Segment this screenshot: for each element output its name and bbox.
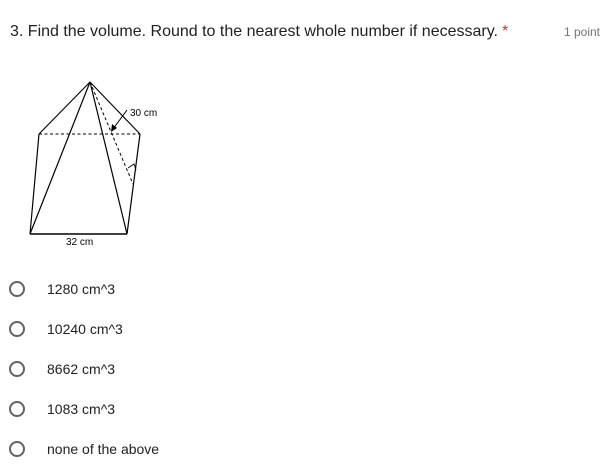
lateral-edge-front-right xyxy=(90,82,127,234)
pyramid-diagram xyxy=(20,72,170,252)
option-8662[interactable] xyxy=(9,349,599,389)
option-1083[interactable] xyxy=(9,389,599,429)
question-title xyxy=(10,20,508,44)
lateral-edge-back-left xyxy=(39,82,90,134)
radio-button[interactable] xyxy=(9,321,25,337)
option-label: none of the above xyxy=(47,441,160,457)
base-right-edge xyxy=(127,134,140,234)
radio-button[interactable] xyxy=(9,441,25,457)
base-left-edge xyxy=(30,134,39,234)
option-label: 10240 cm^3 xyxy=(47,321,123,337)
required-asterisk: * xyxy=(501,23,509,40)
answer-options xyxy=(9,269,599,469)
option-label: 1083 cm^3 xyxy=(47,401,116,417)
option-label: 1280 cm^3 xyxy=(47,281,116,297)
lateral-edge-front-left xyxy=(30,82,90,234)
right-angle-mark xyxy=(128,164,136,170)
option-10240[interactable] xyxy=(9,309,599,349)
points-label: 1 point xyxy=(563,25,600,39)
radio-button[interactable] xyxy=(9,361,25,377)
slant-height-label: 30 cm xyxy=(130,108,158,119)
option-none-of-the-above[interactable] xyxy=(9,429,599,469)
option-1280[interactable] xyxy=(9,269,599,309)
radio-button[interactable] xyxy=(9,401,25,417)
pyramid-figure xyxy=(20,72,170,252)
question-header xyxy=(10,20,600,44)
base-edge-label: 32 cm xyxy=(66,237,94,248)
option-label: 8662 cm^3 xyxy=(47,361,116,377)
radio-button[interactable] xyxy=(9,281,25,297)
question-text: 3. Find the volume. Round to the nearest whole number if necessary. xyxy=(10,23,498,40)
